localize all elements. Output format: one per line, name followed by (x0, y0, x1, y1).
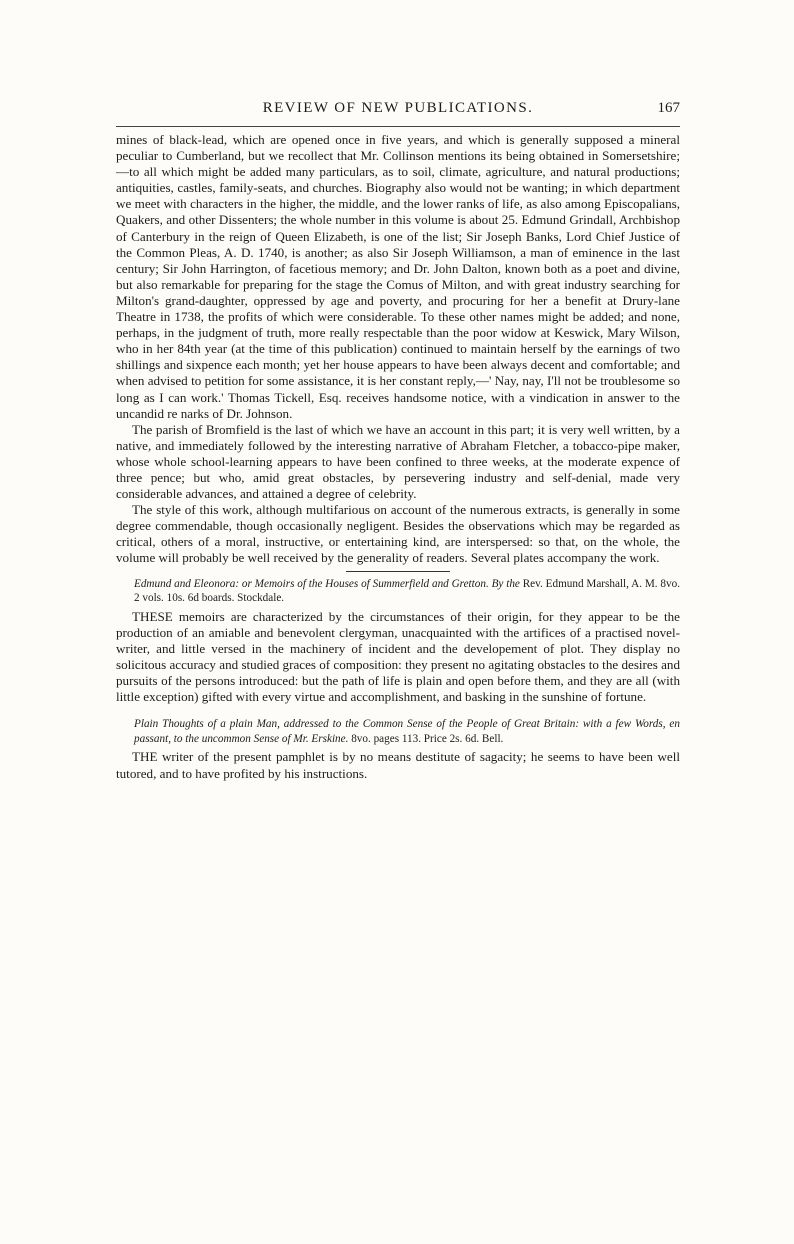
page-header (116, 100, 680, 126)
running-head: REVIEW OF NEW PUBLICATIONS. (262, 100, 534, 116)
paragraph-memoirs-review: THESE memoirs are characterized by the circumstances of their origin, for they appear to be the production of an amiable and benevolent clergyman, unacquainted with the artifices of a practised novel-writer, and little versed in the machinery of incident and the developement of plot. They display no solicitous accuracy and studied graces of composition: they present no agitating obstacles to the desires and pursuits of the persons introduced: but the path of life is plain and open before them, and they are all (with little exception) gifted with every virtue and accomplishment, and basking in the sunshine of fortune. (116, 608, 680, 705)
review-publication-details: Rev. Edmund Marshall, A. M. 8vo. 2 vols. 10s. 6d boards. Stockdale. (134, 577, 680, 605)
review-heading-plain-thoughts (116, 717, 680, 746)
review-heading-edmund-eleonora (116, 577, 680, 606)
paragraph-style-assessment: The style of this work, although multifarious on account of the numerous extracts, is generally in some degree commendable, though occasionally negligent. Besides the observations which may be regarded as critical, others of a moral, instructive, or entertaining kind, are interspersed: so that, on the whole, the volume will probably be well received by the generality of readers. Several plates accompany the work. (116, 502, 680, 566)
section-divider (346, 571, 450, 572)
page-body (116, 132, 680, 782)
paragraph-cumberland-history: mines of black-lead, which are opened once in five years, and which is generally supposed a mineral peculiar to Cumberland, but we recollect that Mr. Collinson mentions its being obtained in Somersetshire;—to all which might be added many particulars, as to soil, climate, agriculture, and natural productions; antiquities, castles, family-seats, and churches. Biography also would not be wanting; in which department we meet with characters in the higher, the middle, and the lower ranks of life, as also among Episcopalians, Quakers, and other Dissenters; the whole number in this volume is about 25. Edmund Grindall, Archbishop of Canterbury in the reign of Queen Elizabeth, is one of the list; Sir Joseph Banks, Lord Chief Justice of the Common Pleas, A. D. 1740, is another; as also Sir Joseph Williamson, a man of eminence in the last century; Sir John Harrington, of facetious memory; and Dr. John Dalton, known both as a poet and divine, but also remarkable for preparing for the stage the Comus of Milton, and with great industry searching for Milton's grand-daughter, oppressed by age and poverty, and procuring for her a benefit at Drury-lane Theatre in 1738, the profits of which were considerable. To these other names might be added; and none, perhaps, in the judgment of truth, more really respectable than the poor widow at Keswick, Mary Wilson, who in her 84th year (at the time of this publication) continued to maintain herself by the earnings of two shillings and sixpence each month; yet her house appears to have been always decent and comfortable; and when advised to petition for some assistance, it is her constant reply,—' Nay, nay, I'll not be troublesome so long as I can work.' Thomas Tickell, Esq. receives handsome notice, with a vindication in answer to the uncandid re narks of Dr. Johnson. (116, 132, 680, 421)
paragraph-bromfield: The parish of Bromfield is the last of which we have an account in this part; it is very well written, by a native, and immediately followed by the interesting narrative of Abraham Fletcher, a tobacco-pipe maker, whose whole school-learning appears to have been confined to three weeks, at the moderate expence of three pence; but who, amid great obstacles, by persevering industry and self-denial, made very considerable advances, and attained a degree of celebrity. (116, 421, 680, 502)
review-title: Edmund and Eleonora: or Memoirs of the Houses of Summerfield and Gretton. By the (134, 577, 520, 590)
review-publication-details: 8vo. pages 113. Price 2s. 6d. Bell. (351, 732, 504, 745)
review-title: Plain Thoughts of a plain Man, addressed to the Common Sense of the People of Great Britain: with a few Words, en passant, to the uncommon Sense of Mr. Erskine. (134, 718, 680, 745)
page-number: 167 (657, 100, 680, 116)
header-rule (116, 126, 680, 127)
paragraph-pamphlet-review: THE writer of the present pamphlet is by no means destitute of sagacity; he seems to have been well tutored, and to have profited by his instructions. (116, 749, 680, 781)
spacer (116, 705, 680, 715)
